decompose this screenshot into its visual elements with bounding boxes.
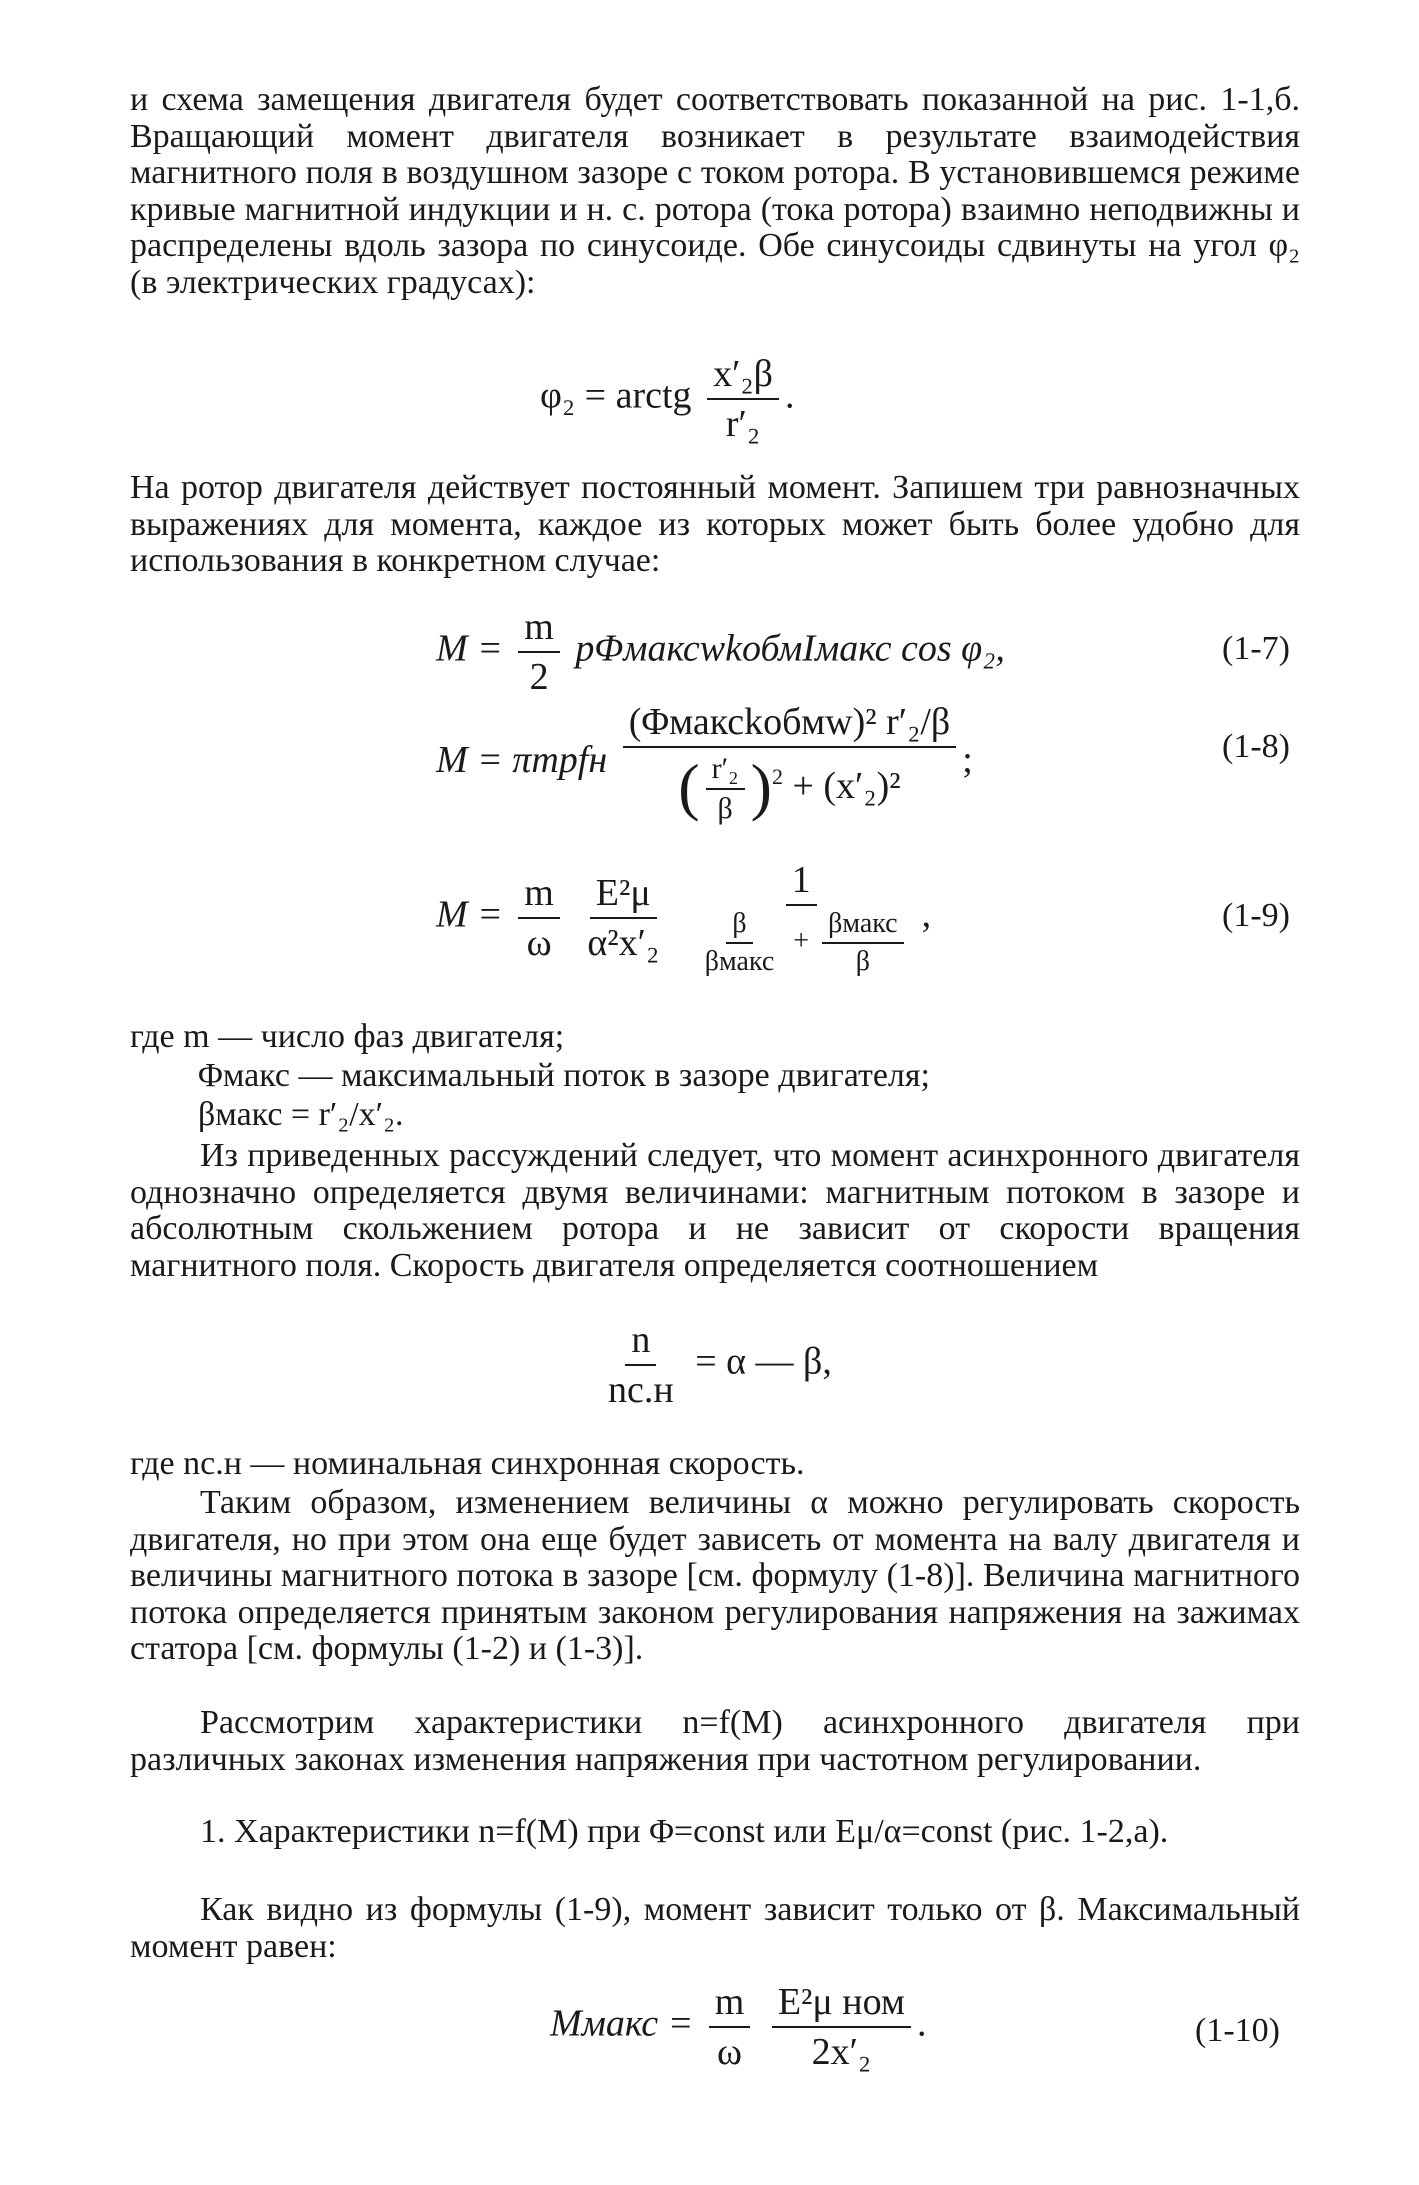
where-line-2: Φмакс — максимальный поток в зазоре двигателя; xyxy=(198,1057,930,1094)
equation-1-10 xyxy=(550,1980,926,2074)
equation-phi2-numerator: x′₂β xyxy=(707,352,779,400)
equation-1-8-semicolon: ; xyxy=(962,738,973,781)
equation-speed xyxy=(596,1318,832,1412)
equation-1-9 xyxy=(436,858,931,978)
equation-speed-rhs: = α — β, xyxy=(695,1340,832,1383)
equation-1-9-number: (1-9) xyxy=(1222,897,1290,934)
paragraph-2: На ротор двигателя действует постоянный момент. Запишем три равнозначных выражениях для момента, каждое из которых может быть более удобно для использования в конкретном случае: xyxy=(130,469,1300,579)
equation-phi2-denominator: r′₂ xyxy=(725,403,761,445)
paragraph-7: 1. Характеристики n=f(M) при Φ=const или Eμ/α=const (рис. 1-2,а). xyxy=(200,1813,1169,1850)
equation-phi2-lhs: φ₂ = arctg xyxy=(540,374,692,417)
equation-1-10-f1-num: m xyxy=(709,1980,751,2028)
equation-1-9-f3-den xyxy=(687,906,916,978)
equation-1-8-den-rest: + (x′₂)² xyxy=(792,765,901,807)
equation-speed-num: n xyxy=(625,1318,656,1366)
paragraph-6: Рассмотрим характеристики n=f(M) асинхронного двигателя при различных законах изменения напряжения при частотном регулировании. xyxy=(130,1704,1300,1778)
where-line-1: где m — число фаз двигателя; xyxy=(130,1018,565,1055)
equation-1-8-denominator: ( $\frac{\text{r′₂}}{\beta}$ )$^2$ + (x′₂)² xyxy=(678,751,901,826)
equation-1-9-a-den: βмакс xyxy=(704,946,775,977)
equation-1-7-rest: pΦмаксwkобмIмакс cos φ₂, xyxy=(575,627,1005,670)
equation-1-7-lhs: M = xyxy=(436,627,503,670)
equation-1-7-frac-den: 2 xyxy=(529,656,549,698)
paragraph-1: и схема замещения двигателя будет соответствовать показанной на рис. 1-1,б. Вращающий момент двигателя возникает в результате взаимодействия магнитного поля в воздушном зазоре с током ротора. В установившемся режиме кривые магнитной индукции и н. с. ротора (тока ротора) взаимно неподвижны и распределены вдоль зазора по синусоиде. Обе синусоиды сдвинуты на угол φ₂ (в электрических градусах): xyxy=(130,81,1300,301)
equation-1-9-lhs: M = xyxy=(436,893,503,936)
equation-1-7-frac-num: m xyxy=(518,605,560,653)
equation-1-10-lhs: Mмакс = xyxy=(550,2002,694,2045)
equation-1-8-lhs: M = πmpfн xyxy=(436,738,608,781)
equation-1-9-f1-den: ω xyxy=(526,922,552,964)
equation-1-8-number: (1-8) xyxy=(1222,728,1290,765)
equation-1-7 xyxy=(436,605,1005,699)
paragraph-3: Из приведенных рассуждений следует, что момент асинхронного двигателя однозначно определяется двумя величинами: магнитным потоком в зазоре и абсолютным скольжением ротора и не зависит от скорости вращения магнитного поля. Скорость двигателя определяется соотношением xyxy=(130,1137,1300,1284)
equation-1-10-f1-den: ω xyxy=(717,2031,743,2073)
equation-1-9-plus: + xyxy=(793,925,810,957)
equation-1-9-f2-den: α²x′₂ xyxy=(587,922,660,964)
where-line-3: βмакс = r′₂/x′₂. xyxy=(198,1096,404,1133)
equation-1-9-b-den: β xyxy=(855,946,870,977)
equation-1-10-f2-num: E²μ ном xyxy=(772,1980,911,2028)
equation-1-8 xyxy=(436,700,973,826)
paragraph-5: Таким образом, изменением величины α можно регулировать скорость двигателя, но при этом она еще будет зависеть от момента на валу двигателя и величины магнитного потока в зазоре [см. формулу (1-8)]. Величина магнитного потока определяется принятым законом регулирования напряжения на зажимах статора [см. формулы (1-2) и (1-3)]. xyxy=(130,1484,1300,1667)
equation-1-8-den-a: r′₂ xyxy=(706,752,745,790)
equation-phi2: φ₂ = arctg $\frac{\text{x′₂β}}{\text{r′₂}}$ . xyxy=(540,353,795,445)
equation-1-8-numerator: (Φмаксkобмw)² r′₂/β xyxy=(623,700,957,748)
equation-1-9-comma: , xyxy=(921,893,932,936)
equation-speed-den: nс.н xyxy=(608,1369,674,1411)
equation-1-10-f2-den: 2x′₂ xyxy=(811,2031,872,2073)
equation-1-9-a-num: β xyxy=(726,908,752,944)
equation-1-10-number: (1-10) xyxy=(1195,2012,1280,2049)
equation-1-10-dot: . xyxy=(916,2002,927,2045)
equation-1-7-number: (1-7) xyxy=(1222,630,1290,667)
equation-1-8-den-b: β xyxy=(717,792,733,826)
paragraph-8: Как видно из формулы (1-9), момент зависит только от β. Максимальный момент равен: xyxy=(130,1891,1300,1965)
paragraph-4: где nс.н — номинальная синхронная скорость. xyxy=(130,1445,805,1482)
equation-1-9-b-num: βмакс xyxy=(822,908,904,944)
equation-1-9-f2-num: E²μ xyxy=(590,871,657,919)
equation-1-9-f3-num: 1 xyxy=(786,858,817,906)
equation-1-9-f1-num: m xyxy=(518,871,560,919)
